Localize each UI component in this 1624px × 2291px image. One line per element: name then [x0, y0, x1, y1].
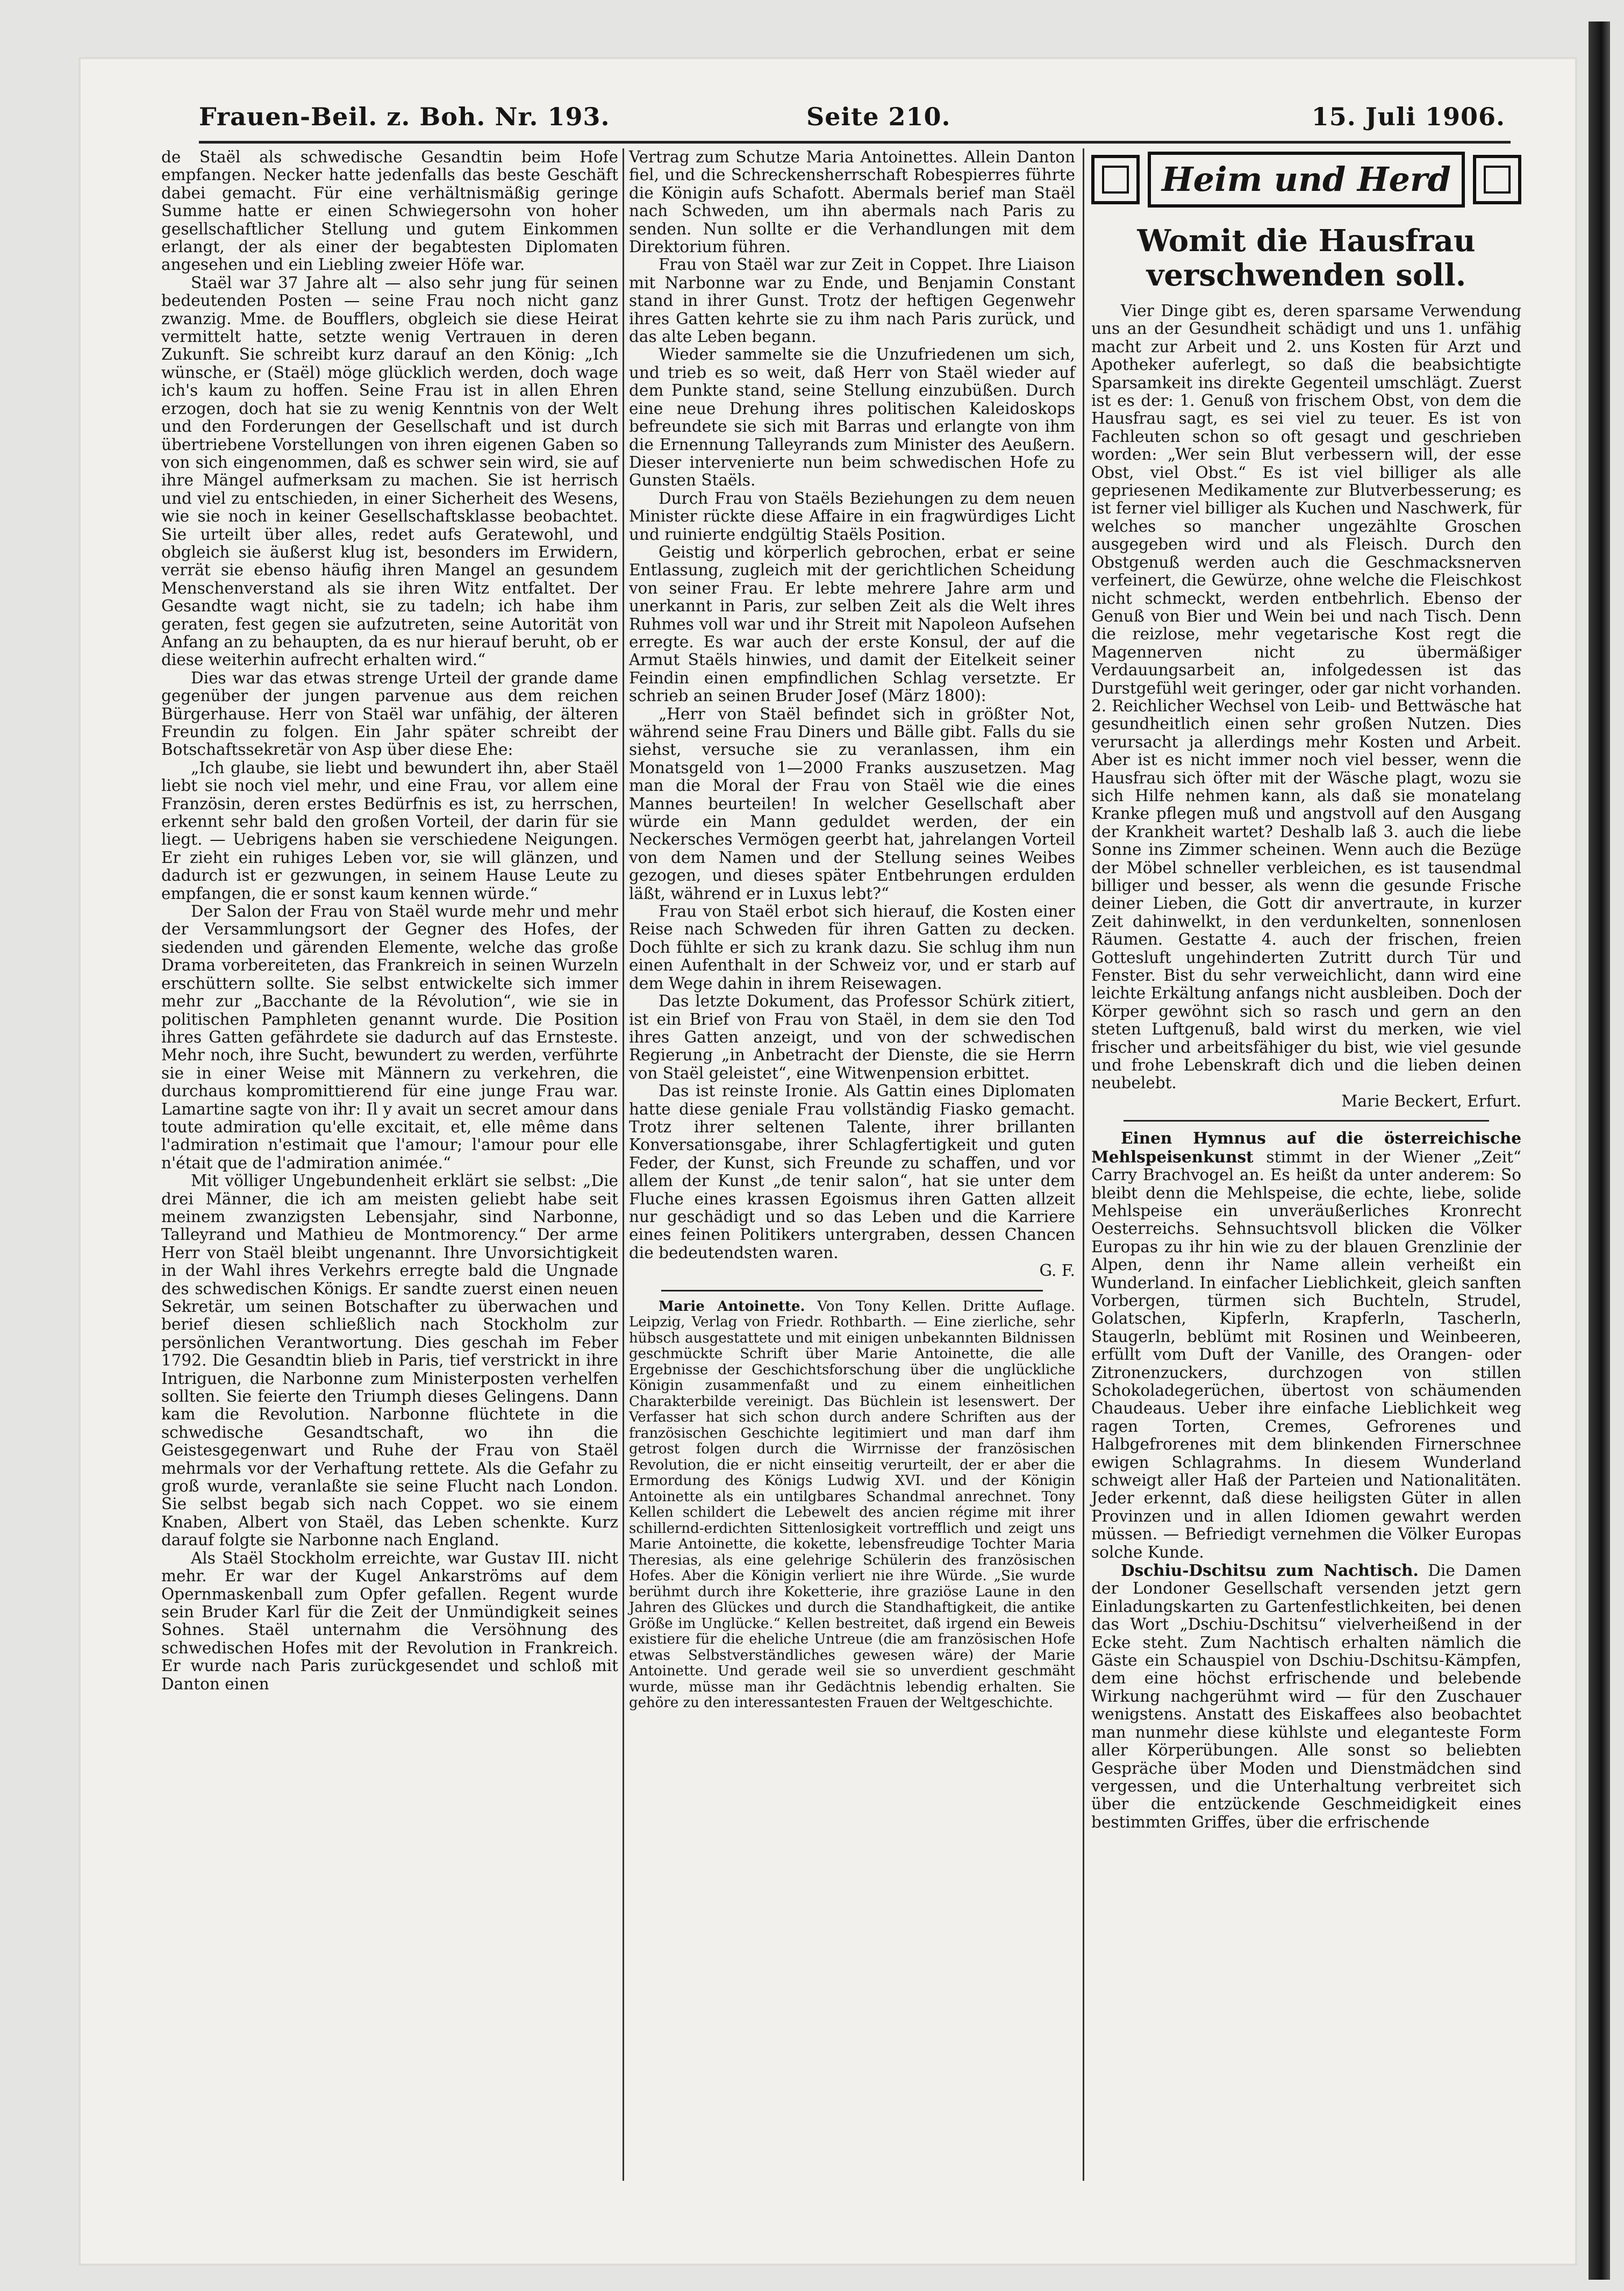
paragraph: Geistig und körperlich gebrochen, erbat er seine Entlassung, zugleich mit der gerichtlichen Scheidung von seiner Frau. Er lebte mehrere Jahre arm und unerkannt in Paris, zur selben Zeit als die Welt ihres Ruhmes voll war und ihr Streit mit Napoleon Aufsehen erregte. Es war auch der erste Konsul, der auf die Armut Staëls hinwies, und damit der Eitelkeit seiner Feindin einen empfindlichen Schlag versetzte. Er schrieb an seinen Bruder Josef (März 1800): [629, 543, 1075, 705]
paragraph: Dies war das etwas strenge Urteil der grande dame gegenüber der jungen parvenue aus dem reichen Bürgerhause. Herr von Staël war unfähig, der älteren Freundin zu folgen. Ein Jahr später schreibt der Botschaftssekretär von Asp über diese Ehe: [161, 668, 618, 759]
paragraph: Als Staël Stockholm erreichte, war Gustav III. nicht mehr. Er war der Kugel Ankarströms auf dem Opernmaskenball zum Opfer gefallen. Regent wurde sein Bruder Karl für die Zeit der Unmündigkeit seines Sohnes. Staël unternahm die Versöhnung des schwedischen Hofes mit der Revolution in Frankreich. Er wurde nach Paris zurückgesendet und schloß mit Danton einen [161, 1548, 618, 1693]
review-text: Von Tony Kellen. Dritte Auflage. Leipzig, Verlag von Friedr. Rothbarth. — Eine zierliche, sehr hübsch ausgestattete und mit einigen unbekannten Bildnissen geschmückte Schrift über Marie Antoinette, die alle Ergebnisse der Geschichtsforschung über die unglückliche Königin zusammenfaßt und zu einem einheitlichen Charakterbilde vereinigt. Das Büchlein ist lesenswert. Der Verfasser hat sich schon durch andere Schriften aus der französischen Geschichte legitimiert und man darf ihm getrost folgen durch die Wirrnisse der französischen Revolution, die er nicht einseitig verurteilt, der er aber die Ermordung des Königs Ludwig XVI. und der Königin Antoinette als ein untilgbares Schandmal anrechnet. Tony Kellen schildert die Lebewelt des ancien régime mit ihrer schillernd-erdichten Sittenlosigkeit vortrefflich und zeigt uns Marie Antoinette, die kokette, lebensfreudige Tochter Maria Theresias, als eine gelehrige Schülerin des französischen Hofes. Aber die Königin verliert nie ihre Würde. „Sie wurde berühmt durch ihre Koketterie, ihre graziöse Laune in den Jahren des Glückes und durch die Standhaftigkeit, die antike Größe im Unglücke.“ Kellen bestreitet, daß irgend ein Beweis existiere für die eheliche Untreue (die am französischen Hofe etwas Selbstverständliches gewesen wäre) der Marie Antoinette. Und gerade weil sie so unverdient geschmäht wurde, müsse man ihr Gedächtnis lebendig erhalten. Sie gehöre zu den interessantesten Frauen der Weltgeschichte. [629, 1298, 1075, 1711]
author-signature: G. F. [1039, 1261, 1075, 1280]
column-2 [629, 148, 1075, 1711]
paragraph: Durch Frau von Staëls Beziehungen zu dem neuen Minister rückte diese Affaire in ein fragwürdiges Licht und ruinierte endgültig Staëls Position. [629, 489, 1075, 544]
paragraph: Das ist reinste Ironie. Als Gattin eines Diplomaten hatte diese geniale Frau vollständig Fiasko gemacht. Trotz ihrer seltenen Talente, ihrer brillanten Konversationsgabe, ihrer Schlagfertigkeit und guten Feder, der Kunst, sich Freunde zu schaffen, und vor allem der Kunst „de tenir salon“, hat sie unter dem Fluche eines krassen Egoismus ihren Gatten allzeit nur geschädigt und so das Leben und die Karriere eines feinen Politikers untergraben, dessen Chancen die bedeutendsten waren. [629, 1082, 1075, 1262]
dschiu-title: Dschiu-Dschitsu zum Nachtisch. [1121, 1561, 1419, 1580]
book-review [629, 1299, 1075, 1711]
paragraph: de Staël als schwedische Gesandtin beim Hofe empfangen. Necker hatte jedenfalls das beste Geschäft dabei gemacht. Für eine verhältnismäßig geringe Summe hatte er einen Schwiegersohn von hoher gesellschaftlicher Stellung und gutem Einkommen erlangt, der als einer der begabtesten Diplomaten angesehen und ein Liebling zweier Höfe war. [161, 148, 618, 274]
hymnus-text: stimmt in der Wiener „Zeit“ Carry Brachvogel an. Es heißt da unter anderem: So bleibt denn die Mehlspeise, die echte, liebe, solide Mehlspeise ein unveräußerliches Kronrecht Oesterreichs. Sehnsuchtsvoll blicken die Völker Europas zu ihr hin wie zu der blauen Grenzlinie der Alpen, denn ihr Name allein verheißt ein Wunderland. In einfacher Lieblichkeit, gleich sanften Vorbergen, türmen sich Buchteln, Strudel, Golatschen, Kipferln, Krapferln, Tascherln, Staugerln, beblümt mit Rosinen und Weinbeeren, erfüllt vom Duft der Vanille, des Orangen- oder Zitronenzuckers, durchzogen von stillen Schokoladegerüchen, übertost von schäumenden Chaudeaus. Ueber ihre einfache Lieblichkeit weg ragen Torten, Cremes, Gefrorenes und Halbgefrorenes mit dem blinkenden Firnerschnee ewigen Schlagrahms. In diesem Wunderland schweigt aller Haß der Parteien und Nationalitäten. Jeder erkennt, daß diese heiligsten Güter in allen Provinzen und in allen Idiomen gewahrt werden müssen. — Befriedigt vernehmen die Völker Europas solche Kunde. [1091, 1147, 1521, 1561]
header-publication: Frauen-Beil. z. Boh. Nr. 193. [199, 102, 610, 131]
author-signature: Marie Beckert, Erfurt. [1341, 1091, 1521, 1110]
paragraph: Frau von Staël war zur Zeit in Coppet. Ihre Liaison mit Narbonne war zu Ende, und Benjamin Constant stand in ihrer Gunst. Trotz der heftigen Gegenwehr ihres Gatten kehrte sie zu ihm nach Paris zurück, und das alte Leben begann. [629, 255, 1075, 346]
review-title: Marie Antoinette. [659, 1298, 805, 1315]
hymnus-article [1091, 1129, 1521, 1561]
paragraph: Mit völliger Ungebundenheit erklärt sie selbst: „Die drei Männer, die ich am meisten geliebt habe seit meinem zwanzigsten Lebensjahr, sind Narbonne, Talleyrand und Mathieu de Montmorency.“ Der arme Herr von Staël bleibt ungenannt. Ihre Unvorsichtigkeit in der Wahl ihres Verkehrs erregte bald die Ungnade des schwedischen Königs. Er sandte zuerst einen neuen Sekretär, um seinen Botschafter zu überwachen und berief diesen schließlich nach Stockholm zur persönlichen Verantwortung. Dies geschah im Feber 1792. Die Gesandtin blieb in Paris, tief verstrickt in ihre Intriguen, die Narbonne zum Ministerposten verhelfen sollten. Sie feierte den Triumph dieses Gelingens. Dann kam die Revolution. Narbonne flüchtete in die schwedische Gesandtschaft, wo ihn die Geistesgegenwart und Ruhe der Frau von Staël mehrmals vor der Verhaftung rettete. Als die Gefahr zu groß wurde, veranlaßte sie seine Flucht nach London. Sie selbst begab sich nach Coppet. wo sie einem Knaben, Albert von Staël, das Leben schenkte. Kurz darauf folgte sie Narbonne nach England. [161, 1172, 618, 1550]
dschiu-text: Die Damen der Londoner Gesellschaft versenden jetzt gern Einladungskarten zu Gartenfestlichkeiten, bei denen das Wort „Dschiu-Dschitsu“ vielverheißend in der Ecke steht. Zum Nachtisch erhalten nämlich die Gäste ein Schauspiel von Dschiu-Dschitsu-Kämpfen, dem eine höchst erfrischende und belebende Wirkung nachgerühmt wird — für den Zuschauer wenigstens. Anstatt des Eiskaffees also beobachtet man nunmehr diese kühlste und eleganteste Form aller Körperübungen. Alle sonst so beliebten Gespräche über Moden und Dienstmädchen sind vergessen, und die Unterhaltung verbreitet sich über die entzückende Geschmeidigkeit eines bestimmten Griffes, über die erfrischende [1091, 1561, 1521, 1831]
paragraph: Vertrag zum Schutze Maria Antoinettes. Allein Danton fiel, und die Schreckensherrschaft Robespierres führte die Königin aufs Schafott. Abermals berief man Staël nach Schweden, um ihn abermals nach Paris zu senden. Nun sollte er die Verhandlungen mit dem Direktorium führen. [629, 148, 1075, 256]
page-header [118, 102, 1527, 145]
section-banner [1091, 148, 1521, 213]
column-divider-2 [1083, 148, 1084, 2181]
header-date: 15. Juli 1906. [1311, 102, 1505, 131]
paragraph: Das letzte Dokument, das Professor Schürk zitiert, ist ein Brief von Frau von Staël, in dem sie den Tod ihres Gatten anzeigt, und von der schwedischen Regierung „in Anbetracht der Dienste, die sie Herrn von Staël geleistet“, eine Witwenpension erbittet. [629, 992, 1075, 1082]
article-title: Womit die Hausfrau verschwenden soll. [1137, 223, 1476, 293]
paragraph: „Ich glaube, sie liebt und bewundert ihn, aber Staël liebt sie noch viel mehr, und eine Frau, vor allem eine Französin, deren erstes Bedürfnis es ist, zu herrschen, erkennt sehr bald den großen Vorteil, der darin für sie liegt. — Uebrigens haben sie verschiedene Neigungen. Er zieht ein ruhiges Leben vor, sie will glänzen, und dadurch ist er gezwungen, in seinem Hause Leute zu empfangen, die er sonst kaum kennen würde.“ [161, 758, 618, 903]
column-3 [1091, 148, 1521, 1831]
ornament-right-icon [1473, 155, 1521, 204]
paragraph: Der Salon der Frau von Staël wurde mehr und mehr der Versammlungsort der Gegner des Hofes, der siedenden und gärenden Elemente, welche das große Drama vorbereiteten, das Frankreich in seinen Wurzeln erschüttern sollte. Sie selbst entwickelte sich immer mehr zur „Bacchante de la Révolution“, wie sie in politischen Pamphleten genannt wurde. Die Position ihres Gatten gefährdete sie dadurch auf das Ernsteste. Mehr noch, ihre Sucht, bewundert zu werden, verführte sie in einer Weise mit Männern zu verkehren, die durchaus kompromittierend für eine junge Frau war. Lamartine sagte von ihr: Il y avait un secret amour dans toute admiration qu'elle excitait, et, elle même dans l'admiration n'estimait que l'amour; l'amour pour elle n'était que de l'admiration animée.“ [161, 902, 618, 1172]
separator [1124, 1120, 1489, 1122]
paragraph: Vier Dinge gibt es, deren sparsame Verwendung uns an der Gesundheit schädigt und uns 1. unfähig macht zur Arbeit und 2. uns Kosten für Arzt und Apotheker auferlegt, so daß die beabsichtigte Sparsamkeit ins direkte Gegenteil umschlägt. Zuerst ist es der: 1. Genuß von frischem Obst, von dem die Hausfrau sagt, es sei viel zu teuer. Es ist von Fachleuten schon so oft gesagt und geschrieben worden: „Wer sein Blut verbessern will, der esse Obst, viel Obst.“ Es ist viel billiger als alle gepriesenen Medikamente zur Blutverbesserung; es ist ferner viel billiger als Kuchen und Naschwerk, für welches so mancher ungezählte Groschen ausgegeben wird und als Fleisch. Durch den Obstgenuß werden auch die Geschmacksnerven verfeinert, die Gewürze, ohne welche die Fleischkost nicht schmeckt, werden entbehrlich. Ebenso der Genuß von Bier und Wein bei und nach Tisch. Denn die reizlose, mehr vegetarische Kost regt die Magennerven nicht zu übermäßiger Verdauungsarbeit an, infolgedessen ist das Durstgefühl weit geringer, oder gar nicht vorhanden. 2. Reichlicher Wechsel von Leib- und Bettwäsche hat gesundheitlich einen sehr großen Nutzen. Dies verursacht ja allerdings mehr Kosten und Arbeit. Aber ist es nicht immer noch viel besser, wenn die Hausfrau sich öfter mit der Wäsche plagt, wozu sie sich Hilfe nehmen kann, als daß sie monatelang Kranke pflegen muß und angstvoll auf den Ausgang der Krankheit wartet? Deshalb laß 3. auch die liebe Sonne ins Zimmer scheinen. Wenn auch die Bezüge der Möbel schneller verbleichen, es ist tausendmal billiger und besser, als wenn die gesunde Frische deiner Lieben, die Gott dir anvertraute, in kurzer Zeit dahinwelkt, in den verdunkelten, sonnenlosen Räumen. Gestatte 4. auch der frischen, freien Gottesluft ungehinderten Zutritt durch Tür und Fenster. Bist du sehr verweichlicht, dann wird eine leichte Erkältung anfangs nicht ausbleiben. Doch der Körper gewöhnt sich so rasch und gern an den steten Luftgenuß, bald wirst du merken, wie viel frischer und arbeitsfähiger du bist, wie viel gesunde und frohe Lebenskraft dich und die lieben deinen neubelebt. [1091, 302, 1521, 1093]
column-1 [161, 148, 618, 1693]
paragraph: Wieder sammelte sie die Unzufriedenen um sich, und trieb es so weit, daß Herr von Staël wieder auf dem Punkte stand, seine Stellung einzubüßen. Durch eine neue Drehung ihres politischen Kaleidoskops befreundete sie sich mit Barras und erlangte von ihm die Ernennung Talleyrands zum Minister des Aeußern. Dieser intervenierte nun beim schwedischen Hofe zu Gunsten Staëls. [629, 345, 1075, 490]
paragraph: Frau von Staël erbot sich hierauf, die Kosten einer Reise nach Schweden für ihren Gatten zu decken. Doch fühlte er sich zu krank dazu. Sie schlug ihm nun einen Aufenthalt in der Schweiz vor, und er starb auf dem Wege dahin in ihrem Reisewagen. [629, 902, 1075, 993]
paragraph: „Herr von Staël befindet sich in größter Not, während seine Frau Diners und Bälle gibt. Falls du sie siehst, versuche sie zu veranlassen, ihm ein Monatsgeld von 1—2000 Franks auszusetzen. Mag man die Moral der Frau von Staël wie die eines Mannes beurteilen! In welcher Gesellschaft aber würde ein Mann geduldet werden, der ein Neckersches Vermögen geerbt hat, jahrelangen Vorteil von dem Namen und der Stellung seines Weibes gezogen, und dieses später Entbehrungen erdulden läßt, während er in Luxus lebt?“ [629, 704, 1075, 903]
section-title: Heim und Herd [1148, 152, 1465, 208]
column-divider-1 [623, 148, 624, 2181]
ornament-left-icon [1091, 155, 1140, 204]
scan-edge [1589, 22, 1610, 2280]
separator [661, 1290, 1043, 1291]
dschiu-article [1091, 1561, 1521, 1831]
header-rule [199, 141, 1511, 144]
header-page-number: Seite 210. [806, 102, 951, 131]
paragraph: Staël war 37 Jahre alt — also sehr jung für seinen bedeutenden Posten — seine Frau noch nicht ganz zwanzig. Mme. de Boufflers, obgleich sie diese Heirat vermittelt hatte, setzte wenig Vertrauen in deren Zukunft. Sie schreibt kurz darauf an den König: „Ich wünsche, er (Staël) möge glücklich werden, doch wage ich's kaum zu hoffen. Seine Frau ist in allen Ehren erzogen, doch hat sie zu wenig Kenntnis von der Welt und den Forderungen der Gesellschaft und ist durch übertriebene Vorstellungen von ihren eigenen Gaben so von sich eingenommen, daß es schwer sein wird, sie auf ihre Mängel aufmerksam zu machen. Sie ist herrisch und viel zu entschieden, in einer Sicherheit des Wesens, wie sie noch in keiner Gesellschaftsklasse beobachtet. Sie urteilt über alles, redet aufs Geratewohl, und obgleich sie äußerst klug ist, besonders im Erwidern, verrät sie ebenso häufig ihren Mangel an gesundem Menschenverstand als sie ihren Witz entfaltet. Der Gesandte wagt nicht, sie zu tadeln; ich habe ihm geraten, fest gegen sie aufzutreten, seine Autorität von Anfang an zu behaupten, da es nur hierauf beruht, ob er diese weiterhin aufrecht erhalten wird.“ [161, 273, 618, 669]
hymnus-title: Einen Hymnus auf die österreichische Mehlspeisenkunst [1091, 1129, 1521, 1166]
